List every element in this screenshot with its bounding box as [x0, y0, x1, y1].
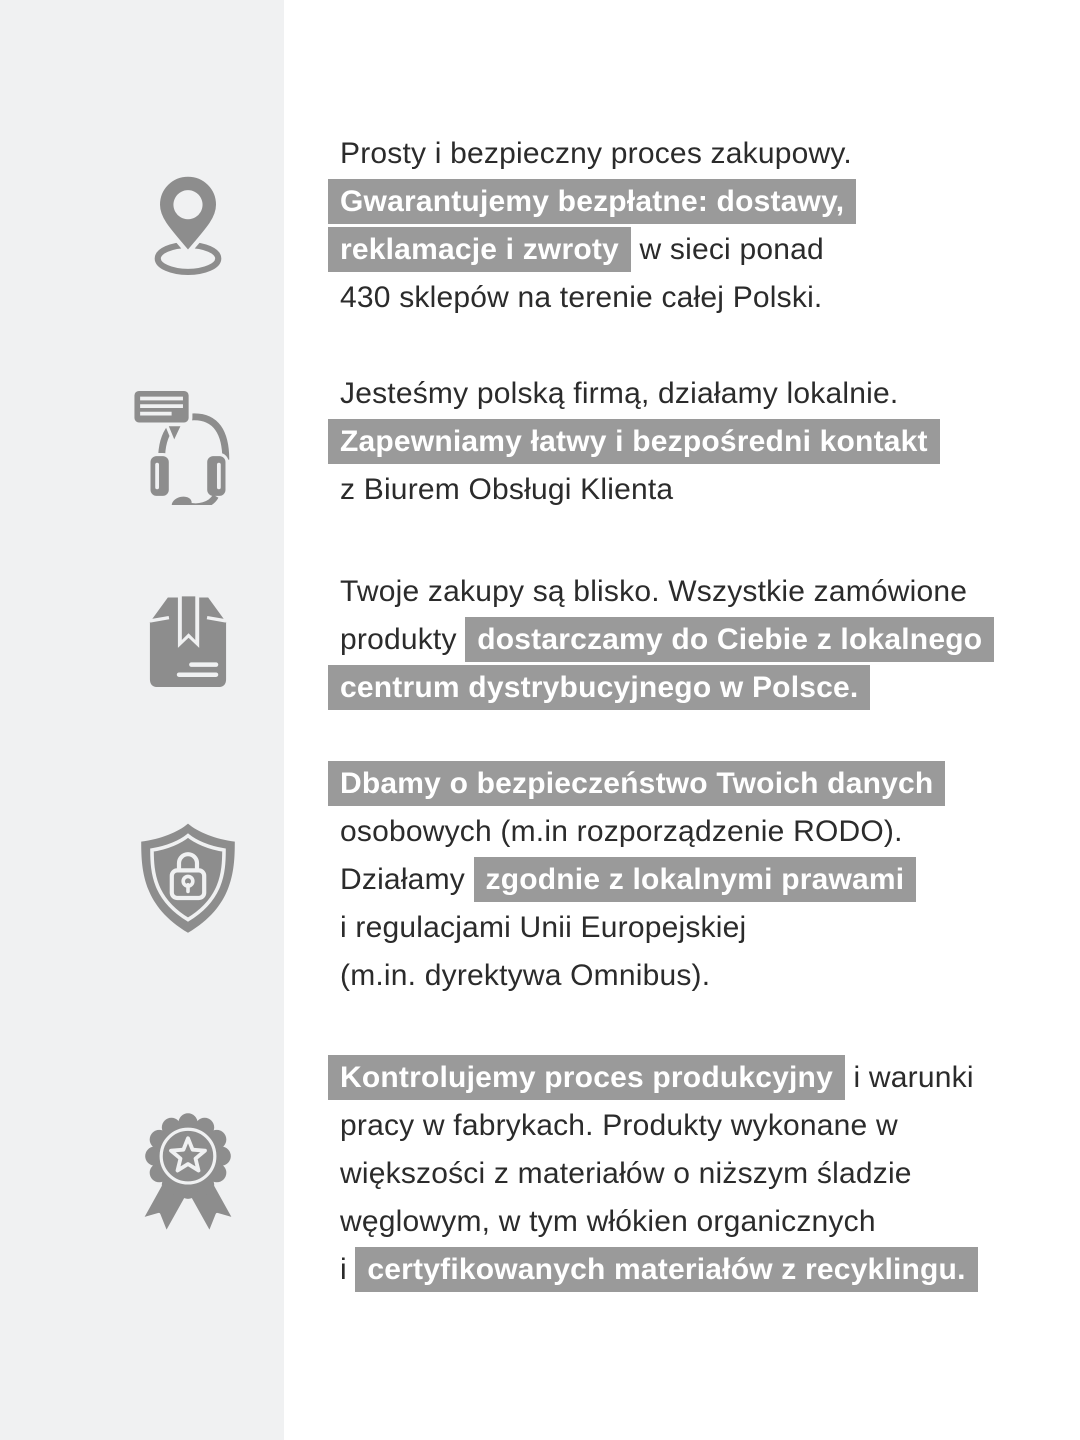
award-badge-icon	[122, 1105, 254, 1243]
headset-chat-icon	[125, 379, 251, 505]
highlighted-text: dostarczamy do Ciebie z lokalnego	[465, 617, 994, 662]
benefit-text-production	[284, 1054, 978, 1294]
text-line	[340, 418, 940, 466]
benefit-row-delivery	[0, 568, 1080, 712]
highlighted-text: Gwarantujemy bezpłatne: dostawy,	[328, 179, 856, 224]
highlighted-text: Dbamy o bezpieczeństwo Twoich danych	[328, 761, 945, 806]
plain-text: i regulacjami Unii Europejskiej	[340, 911, 747, 944]
highlighted-text: certyfikowanych materiałów z recyklingu.	[355, 1247, 977, 1292]
plain-text: pracy w fabrykach. Produkty wykonane w	[340, 1109, 898, 1142]
benefit-row-production	[0, 1054, 1080, 1294]
icon-cell	[0, 370, 284, 514]
icon-cell	[0, 568, 284, 712]
plain-text: i	[340, 1253, 356, 1286]
text-line	[340, 1054, 978, 1102]
text-line	[340, 1246, 978, 1294]
plain-text: Jesteśmy polską firmą, działamy lokalnie.	[340, 377, 899, 410]
text-line	[340, 130, 856, 178]
text-line	[340, 856, 945, 904]
highlighted-text: centrum dystrybucyjnego w Polsce.	[328, 665, 870, 710]
text-line	[340, 1150, 978, 1198]
highlighted-text: Zapewniamy łatwy i bezpośredni kontakt	[328, 419, 940, 464]
plain-text: Twoje zakupy są blisko. Wszystkie zamówione	[340, 575, 968, 608]
plain-text: (m.in. dyrektywa Omnibus).	[340, 959, 711, 992]
text-line	[340, 178, 856, 226]
icon-cell	[0, 760, 284, 1000]
benefit-text-stores	[284, 130, 856, 322]
benefit-row-security	[0, 760, 1080, 1000]
text-line	[340, 952, 945, 1000]
text-line	[340, 1102, 978, 1150]
highlighted-text: Kontrolujemy proces produkcyjny	[328, 1055, 845, 1100]
plain-text: produkty	[340, 623, 466, 656]
text-line	[340, 226, 856, 274]
benefit-text-delivery	[284, 568, 994, 712]
text-line	[340, 808, 945, 856]
text-line	[340, 1198, 978, 1246]
text-line	[340, 904, 945, 952]
shield-lock-icon	[128, 820, 248, 940]
plain-text: w sieci ponad	[630, 233, 824, 266]
highlighted-text: zgodnie z lokalnymi prawami	[474, 857, 917, 902]
benefit-text-security	[284, 760, 945, 1000]
plain-text: większości z materiałów o niższym śladzie	[340, 1157, 912, 1190]
benefit-row-stores	[0, 130, 1080, 322]
text-line	[340, 466, 940, 514]
text-line	[340, 370, 940, 418]
plain-text: i warunki	[844, 1061, 974, 1094]
text-line	[340, 568, 994, 616]
plain-text: 430 sklepów na terenie całej Polski.	[340, 281, 823, 314]
package-icon	[132, 584, 244, 696]
plain-text: Prosty i bezpieczny proces zakupowy.	[340, 137, 852, 170]
text-line	[340, 760, 945, 808]
benefit-row-contact	[0, 370, 1080, 514]
plain-text: osobowych (m.in rozporządzenie RODO).	[340, 815, 903, 848]
text-line	[340, 616, 994, 664]
benefit-text-contact	[284, 370, 940, 514]
text-line	[340, 664, 994, 712]
icon-cell	[0, 1054, 284, 1294]
icon-cell	[0, 130, 284, 322]
plain-text: z Biurem Obsługi Klienta	[340, 473, 674, 506]
location-pin-icon	[132, 170, 244, 282]
plain-text: węglowym, w tym włókien organicznych	[340, 1205, 876, 1238]
plain-text: Działamy	[340, 863, 474, 896]
text-line	[340, 274, 856, 322]
highlighted-text: reklamacje i zwroty	[328, 227, 631, 272]
